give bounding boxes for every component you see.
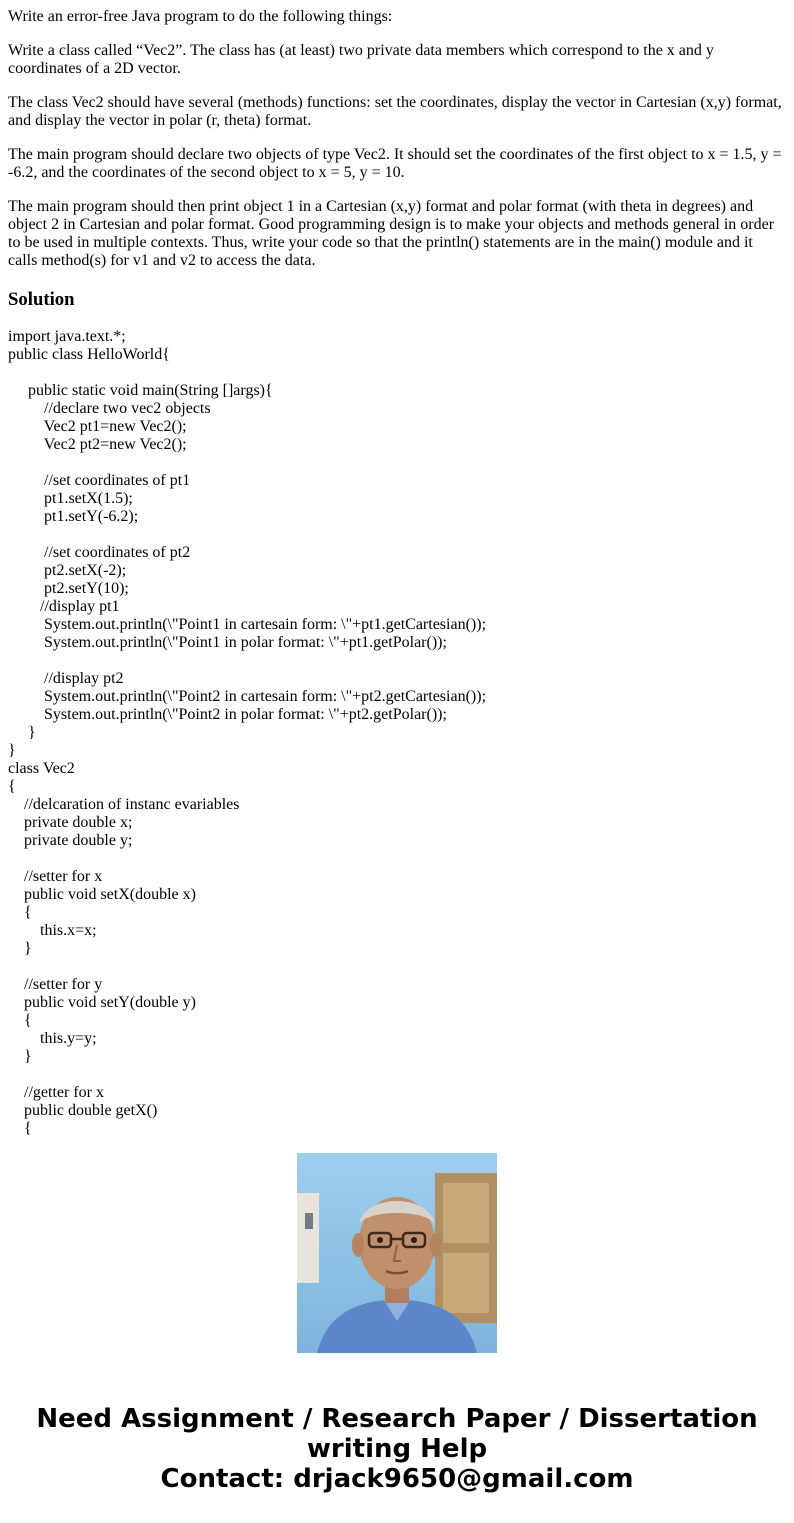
question-paragraph-5: The main program should then print object 1 in a Cartesian (x,y) format and polar format (with theta in degrees) and object 2 in Cartesian and polar format. Good programming design is to make your objects and methods general in order to be used in multiple contexts. Thus, write your code so that the println() statements are in the main() module and it calls method(s) for v1 and v2 to access the data.: [8, 198, 775, 269]
code-line: System.out.println(\"Point2 in cartesain form: \"+pt2.getCartesian());: [8, 688, 487, 705]
question-paragraph-2: Write a class called “Vec2”. The class has (at least) two private data members which correspond to the x and y coordinates of a 2D vector.: [8, 42, 714, 77]
code-line: class Vec2: [8, 760, 75, 777]
code-line: [8, 526, 786, 544]
question-paragraph-3: The class Vec2 should have several (methods) functions: set the coordinates, display the vector in Cartesian (x,y) format, and display the vector in polar (r, theta) format.: [8, 94, 782, 129]
code-line: private double y;: [8, 832, 133, 849]
contact-banner-line-1: Need Assignment / Research Paper / Dissertation: [36, 1404, 758, 1434]
code-line: {: [8, 1120, 32, 1137]
code-line: //display pt2: [8, 670, 124, 687]
code-line: //set coordinates of pt2: [8, 544, 191, 561]
code-line: [8, 454, 786, 472]
code-line: public void setX(double x): [8, 886, 196, 903]
code-line: public double getX(): [8, 1102, 158, 1119]
code-line: }: [8, 742, 16, 759]
solution-heading: Solution: [8, 289, 75, 310]
code-line: public static void main(String []args){: [8, 382, 273, 399]
code-line: //set coordinates of pt1: [8, 472, 191, 489]
code-line: [8, 850, 786, 868]
code-line: [8, 652, 786, 670]
contact-banner: [0, 1404, 794, 1494]
code-line: {: [8, 1012, 32, 1029]
code-line: this.x=x;: [8, 922, 97, 939]
code-line: pt1.setX(1.5);: [8, 490, 133, 507]
code-line: }: [8, 724, 36, 741]
author-portrait-icon: [297, 1153, 497, 1353]
solution-code-block: [8, 328, 786, 1137]
code-line: public void setY(double y): [8, 994, 196, 1011]
code-line: private double x;: [8, 814, 133, 831]
code-line: Vec2 pt1=new Vec2();: [8, 418, 187, 435]
code-line: {: [8, 904, 32, 921]
code-line: //display pt1: [8, 598, 120, 615]
question-paragraph-4: The main program should declare two objects of type Vec2. It should set the coordinates of the first object to x = 1.5, y = -6.2, and the coordinates of the second object to x = 5, y = 10.: [8, 146, 782, 181]
code-line: System.out.println(\"Point1 in cartesain form: \"+pt1.getCartesian());: [8, 616, 487, 633]
code-line: Vec2 pt2=new Vec2();: [8, 436, 187, 453]
code-line: {: [8, 778, 16, 795]
question-section: [8, 8, 786, 329]
code-line: }: [8, 1048, 32, 1065]
code-line: [8, 364, 786, 382]
code-line: import java.text.*;: [8, 328, 126, 345]
code-line: pt2.setX(-2);: [8, 562, 127, 579]
code-line: public class HelloWorld{: [8, 346, 170, 363]
code-line: //getter for x: [8, 1084, 104, 1101]
code-line: //delcaration of instanc evariables: [8, 796, 240, 813]
code-line: this.y=y;: [8, 1030, 97, 1047]
code-line: [8, 1066, 786, 1084]
question-paragraph-1: Write an error-free Java program to do the following things:: [8, 8, 393, 25]
code-line: //setter for x: [8, 868, 103, 885]
code-line: System.out.println(\"Point1 in polar format: \"+pt1.getPolar());: [8, 634, 447, 651]
code-line: System.out.println(\"Point2 in polar format: \"+pt2.getPolar());: [8, 706, 447, 723]
code-line: pt1.setY(-6.2);: [8, 508, 139, 525]
code-line: //declare two vec2 objects: [8, 400, 211, 417]
code-line: }: [8, 940, 32, 957]
code-line: pt2.setY(10);: [8, 580, 129, 597]
code-line: [8, 958, 786, 976]
contact-email: Contact: drjack9650@gmail.com: [160, 1464, 634, 1494]
author-avatar: [297, 1153, 497, 1353]
contact-banner-line-2: writing Help: [306, 1434, 488, 1464]
code-line: //setter for y: [8, 976, 103, 993]
